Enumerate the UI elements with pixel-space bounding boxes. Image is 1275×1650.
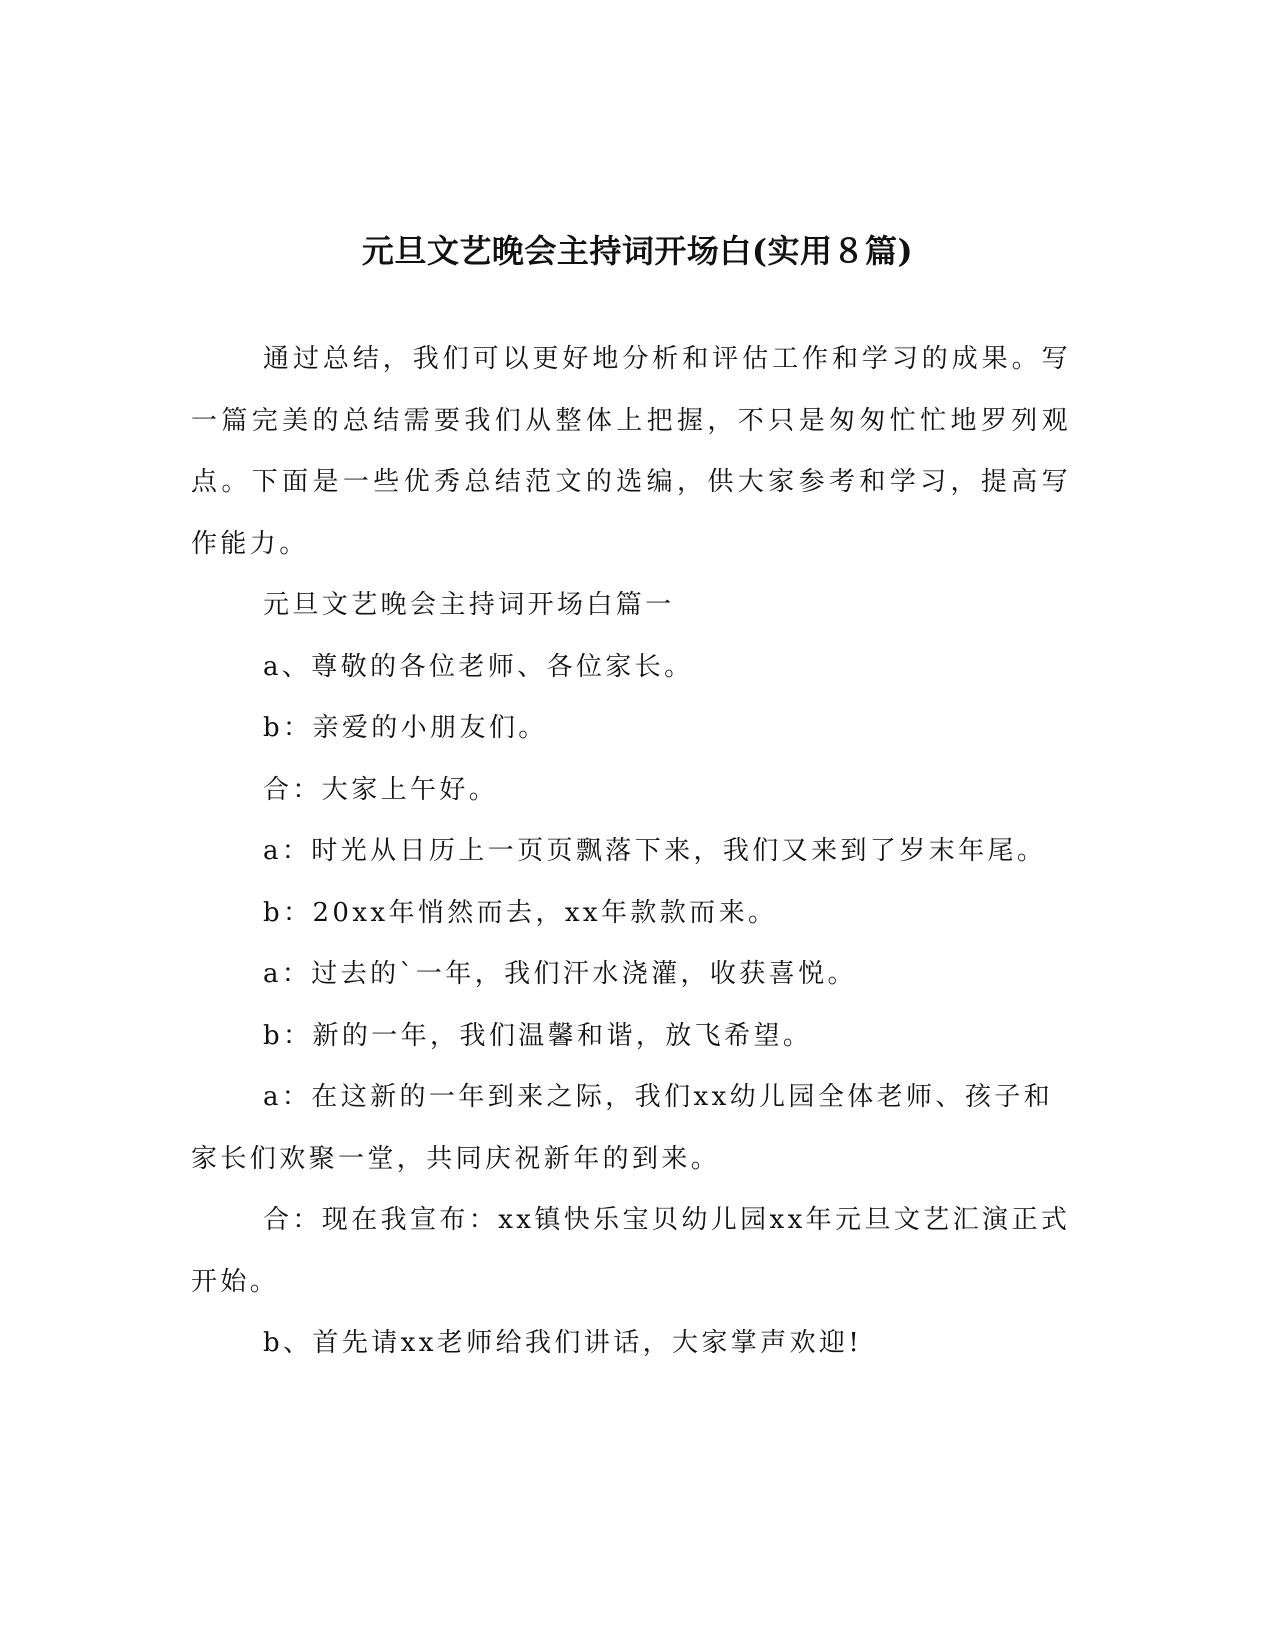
- script-line: a、尊敬的各位老师、各位家长。: [263, 651, 694, 682]
- script-line: 合：大家上午好。: [263, 774, 499, 805]
- script-line: b：新的一年，我们温馨和谐，放飞希望。: [263, 1020, 813, 1051]
- script-line: a：过去的`一年，我们汗水浇灌，收获喜悦。: [263, 959, 857, 989]
- script-line: b：亲爱的小朋友们。: [263, 713, 548, 743]
- script-line: b：20xx年悄然而去，xx年款款而来。: [263, 897, 778, 928]
- intro-paragraph: 通过总结，我们可以更好地分析和评估工作和学习的成果。写一篇完美的总结需要我们从整体上把握，不只是匆匆忙忙地罗列观点。下面是一些优秀总结范文的选编，供大家参考和学习，提高写作能力。: [191, 344, 1071, 559]
- script-line: 合：现在我宣布：xx镇快乐宝贝幼儿园xx年元旦文艺汇演正式开始。: [191, 1205, 1071, 1297]
- section-heading: 元旦文艺晚会主持词开场白篇一: [263, 590, 675, 620]
- script-line: a：在这新的一年到来之际，我们xx幼儿园全体老师、孩子和家长们欢聚一堂，共同庆祝新年的到来。: [191, 1082, 1054, 1174]
- script-line: a：时光从日历上一页页飘落下来，我们又来到了岁末年尾。: [263, 836, 1047, 866]
- document-body: [191, 329, 1071, 1375]
- document-title: 元旦文艺晚会主持词开场白(实用８篇): [361, 232, 914, 271]
- script-line: b、首先请xx老师给我们讲话，大家掌声欢迎!: [263, 1328, 863, 1358]
